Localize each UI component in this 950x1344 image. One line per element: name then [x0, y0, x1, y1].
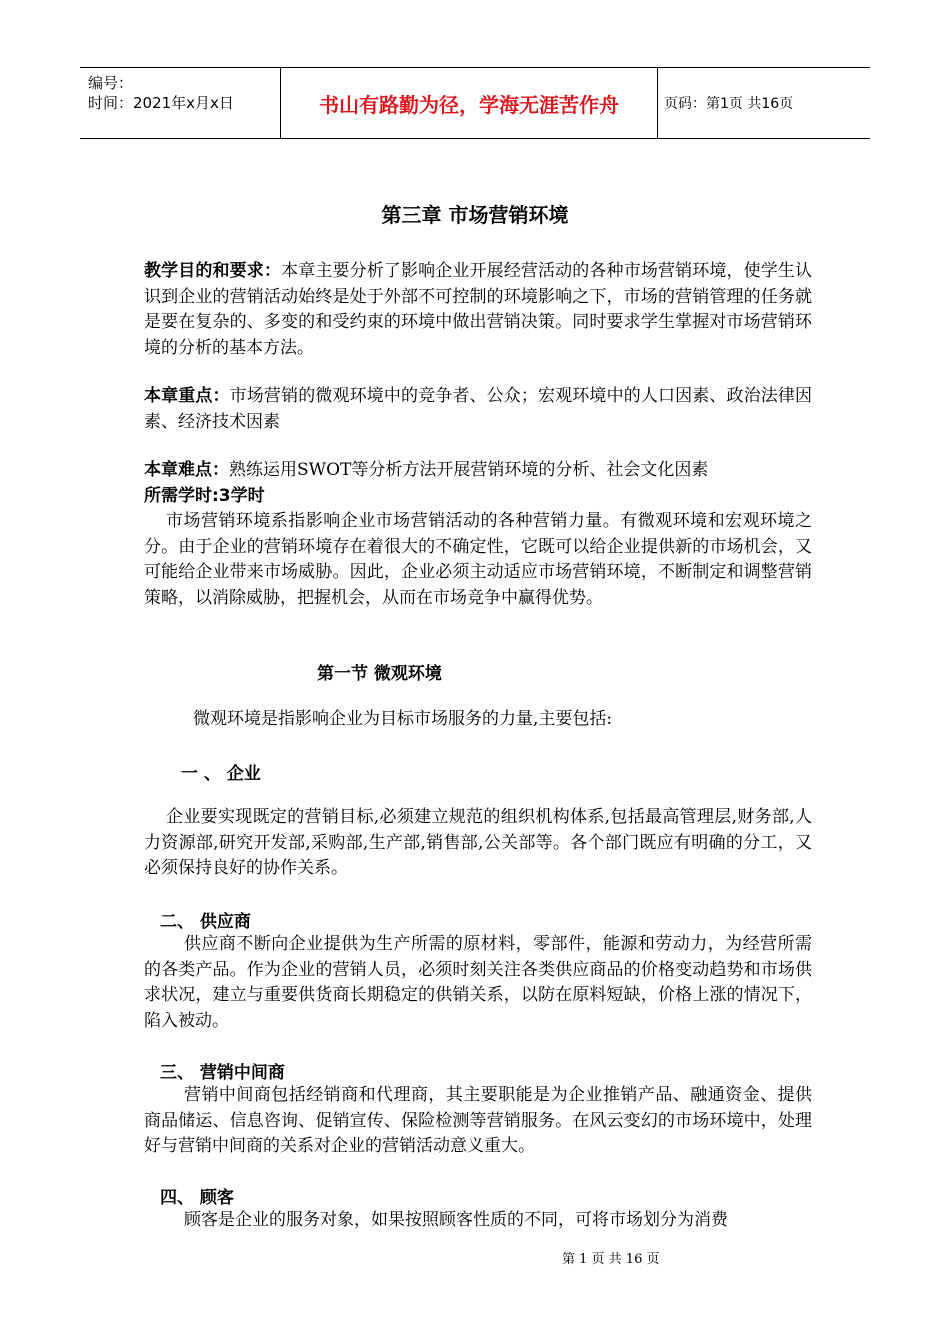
item-heading-customer: 四、 顾客: [160, 1188, 234, 1208]
difficulties-paragraph: [144, 458, 812, 484]
difficulties-text: 熟练运用SWOT等分析方法开展营销环境的分析、社会文化因素: [229, 460, 709, 480]
hours-label: 所需学时:3学时: [144, 486, 265, 506]
header-meta: [80, 68, 280, 138]
date-label: 时间：2021年x月x日: [88, 94, 234, 112]
key-points-text: 市场营销的微观环境中的竞争者、公众；宏观环境中的人口因素、政治法律因素、经济技术因素: [144, 386, 813, 432]
item-text-customer: 顾客是企业的服务对象，如果按照顾客性质的不同，可将市场划分为消费: [184, 1210, 728, 1230]
chapter-title: 第三章 市场营销环境: [381, 203, 569, 227]
item-text-supplier: 供应商不断向企业提供为生产所需的原材料，零部件，能源和劳动力，为经营所需的各类产品。作为企业的营销人员，必须时刻关注各类供应商品的价格变动趋势和市场供求状况，建立与重要供货商长期稳定的供销关系，以防在原料短缺，价格上涨的情况下，陷入被动。: [144, 934, 812, 1031]
item-heading-supplier: 二、 供应商: [160, 912, 251, 932]
key-points-label: 本章重点：: [144, 386, 230, 406]
section-intro: 微观环境是指影响企业为目标市场服务的力量,主要包括:: [193, 709, 613, 729]
header-motto: 书山有路勤为径，学海无涯苦作舟: [280, 68, 658, 138]
item-heading-enterprise: 一 、 企业: [181, 764, 261, 784]
section-title: 第一节 微观环境: [317, 664, 442, 684]
objectives-paragraph: [144, 259, 812, 361]
objectives-label: 教学目的和要求：: [144, 261, 282, 281]
code-label: 编号：: [88, 74, 134, 92]
page-header: [80, 67, 870, 139]
header-page-info: 页码：第1页 共16页: [664, 96, 794, 112]
item-heading-intermediary: 三、 营销中间商: [160, 1063, 285, 1083]
objectives-text: 本章主要分析了影响企业开展经营活动的各种市场营销环境，使学生认识到企业的营销活动始终是处于外部不可控制的环境影响之下，市场的营销管理的任务就是要在复杂的、多变的和受约束的环境中做出营销决策。同时要求学生掌握对市场营销环境的分析的基本方法。: [144, 261, 813, 358]
item-text-enterprise: 企业要实现既定的营销目标,必须建立规范的组织机构体系,包括最高管理层,财务部,人力资源部,研究开发部,采购部,生产部,销售部,公关部等。各个部门既应有明确的分工，又必须保持良好的协作关系。: [144, 807, 812, 878]
item-text-intermediary: 营销中间商包括经销商和代理商，其主要职能是为企业推销产品、融通资金、提供商品储运、信息咨询、促销宣传、保险检测等营销服务。在风云变幻的市场环境中，处理好与营销中间商的关系对企业的营销活动意义重大。: [144, 1085, 812, 1156]
intro-paragraph: 市场营销环境系指影响企业市场营销活动的各种营销力量。有微观环境和宏观环境之分。由于企业的营销环境存在着很大的不确定性，它既可以给企业提供新的市场机会，又可能给企业带来市场威胁。因此，企业必须主动适应市场营销环境，不断制定和调整营销策略，以消除威胁，把握机会，从而在市场竞争中赢得优势。: [144, 511, 812, 608]
key-points-paragraph: [144, 384, 812, 435]
difficulties-label: 本章难点：: [144, 460, 229, 480]
footer-page-number: 第 1 页 共 16 页: [562, 1252, 660, 1267]
